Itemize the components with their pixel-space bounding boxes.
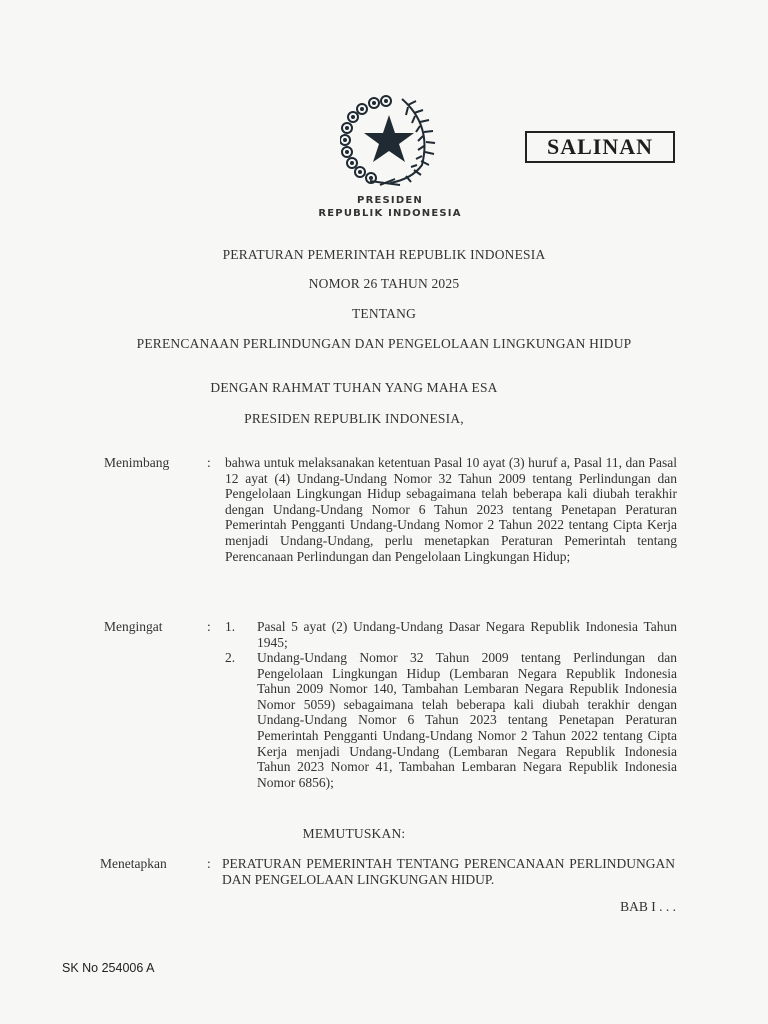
mengingat-label: Mengingat [104,619,163,634]
mengingat-colon: : [207,619,211,634]
issuer-label [290,194,490,220]
preamble-divine: DENGAN RAHMAT TUHAN YANG MAHA ESA [210,380,498,395]
menimbang-text: bahwa untuk melaksanakan ketentuan Pasal 10 ayat (3) huruf a, Pasal 11, dan Pasal 12 ayat (4) Undang-Undang Nomor 32 Tahun 2009 tentang Perlindungan dan Pengelolaan Lingkungan Hidup sebagaimana telah beberapa kali diubah terakhir dengan Undang-Undang Nomor 6 Tahun 2023 tentang Penetapan Peraturan Pemerintah Pengganti Undang-Undang Nomor 2 Tahun 2022 tentang Cipta Kerja menjadi Undang-Undang, perlu menetapkan Peraturan Pemerintah tentang Perencanaan Perlindungan dan Pengelolaan Lingkungan Hidup; [225,455,677,564]
memutuskan-heading: MEMUTUSKAN: [302,826,406,841]
menetapkan-colon: : [207,856,211,871]
menimbang-label: Menimbang [104,455,170,470]
menetapkan-text: PERATURAN PEMERINTAH TENTANG PERENCANAAN PERLINDUNGAN DAN PENGELOLAAN LINGKUNGAN HIDUP. [222,856,675,887]
document-control-code: SK No 254006 A [62,961,155,975]
menimbang-colon: : [207,455,211,470]
preamble-president: PRESIDEN REPUBLIK INDONESIA, [244,411,464,426]
regulation-subject: PERENCANAAN PERLINDUNGAN DAN PENGELOLAAN LINGKUNGAN HIDUP [136,336,632,351]
next-page-continuation: BAB I . . . [620,899,676,914]
regulation-type: PERATURAN PEMERINTAH REPUBLIK INDONESIA [222,247,546,262]
mengingat-item-1-number: 1. [225,619,236,634]
issuer-line2: REPUBLIK INDONESIA [318,208,462,219]
mengingat-item-1-text: Pasal 5 ayat (2) Undang-Undang Dasar Negara Republik Indonesia Tahun 1945; [257,619,677,650]
mengingat-item-2-text: Undang-Undang Nomor 32 Tahun 2009 tentang Perlindungan dan Pengelolaan Lingkungan Hidup (Lembaran Negara Republik Indonesia Tahun 2009 Nomor 140, Tambahan Lembaran Negara Republik Indonesia Nomor 5059) sebagaimana telah beberapa kali diubah terakhir dengan Undang-Undang Nomor 6 Tahun 2023 tentang Penetapan Peraturan Pemerintah Pengganti Undang-Undang Nomor 2 Tahun 2022 tentang Cipta Kerja menjadi Undang-Undang (Lembaran Negara Republik Indonesia Tahun 2023 Nomor 41, Tambahan Lembaran Negara Republik Indonesia Nomor 6856); [257,650,677,790]
mengingat-item-2-number: 2. [225,650,236,665]
issuer-line1: PRESIDEN [357,195,423,206]
garuda-presidential-emblem-icon [340,95,440,187]
menetapkan-label: Menetapkan [100,856,167,871]
tentang-heading: TENTANG [351,306,417,321]
regulation-number: NOMOR 26 TAHUN 2025 [308,276,460,291]
salinan-stamp: SALINAN [525,131,675,163]
